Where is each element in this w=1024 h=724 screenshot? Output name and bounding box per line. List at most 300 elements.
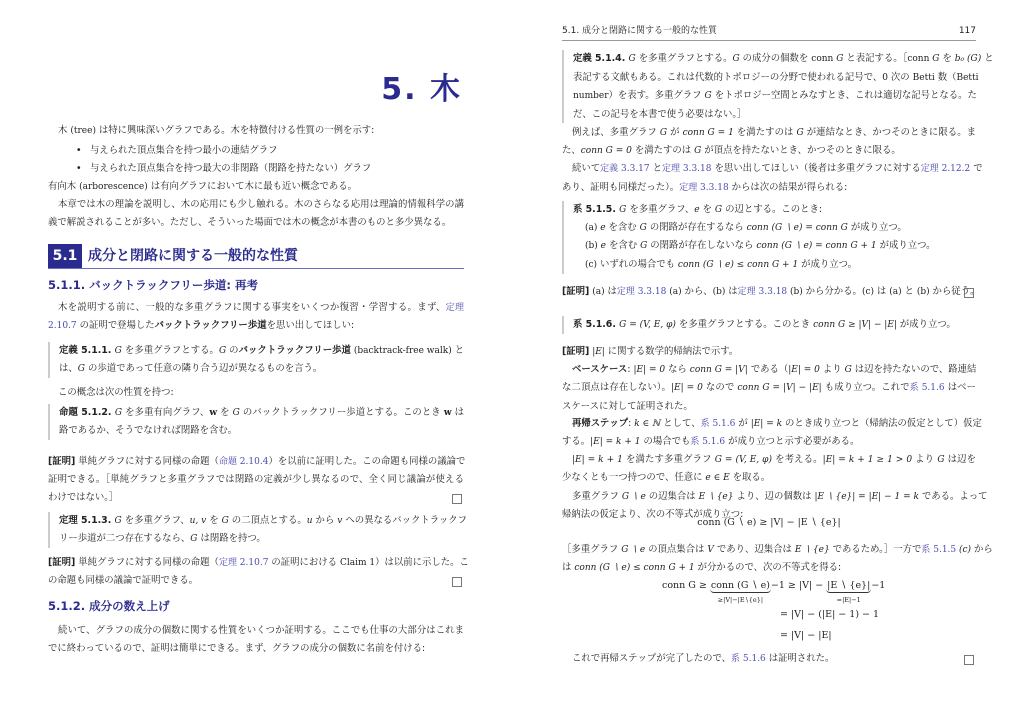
math: G xyxy=(114,516,122,526)
page-number: 117 xyxy=(958,26,976,36)
math: V xyxy=(707,545,714,555)
text-run: の証明で登場した xyxy=(76,320,155,332)
section-number: 5.1 xyxy=(48,244,82,268)
text-line xyxy=(59,530,464,548)
math: G xyxy=(714,205,723,215)
math: G xyxy=(694,146,702,157)
math: G xyxy=(844,365,852,376)
text-line xyxy=(573,201,976,219)
text-run: を多重グラフとする。 xyxy=(121,345,219,356)
text-line xyxy=(562,361,976,379)
text-line xyxy=(562,433,976,451)
math: conn G = 1 xyxy=(682,128,734,138)
text-run: であるため。］一方で xyxy=(829,544,922,555)
cross-reference-link[interactable]: 定理 3.3.18 xyxy=(737,287,788,297)
math: G xyxy=(659,128,668,138)
text-run: を思い出してほしい（後者は多重グラフに対する xyxy=(711,163,921,175)
text-run: number xyxy=(573,91,609,101)
math: b₀ (G) xyxy=(954,54,982,64)
text-run: 数（ xyxy=(934,71,957,83)
text-run: から従う。 xyxy=(932,286,980,297)
subsection-heading: 5.1.1. バックトラックフリー歩道: 再考 xyxy=(48,278,259,292)
math: G = (V, E, φ) xyxy=(619,320,676,330)
text-run: と xyxy=(649,163,662,175)
subsection-heading: 5.1.2. 成分の数え上げ xyxy=(48,599,170,613)
math: G ∖ e xyxy=(621,491,646,502)
math: G xyxy=(639,223,647,234)
math: |E ∖ {e}| = |E| − 1 = k xyxy=(814,491,919,502)
text-run: の歩道であって任意の隣り合う辺が異なるものを言う。 xyxy=(84,363,323,375)
text-line xyxy=(562,142,976,160)
math: G xyxy=(114,408,123,418)
text-run: は証明された。 xyxy=(765,653,835,664)
math: w xyxy=(443,408,452,418)
math: conn (G ∖ e) = conn G + 1 xyxy=(756,241,877,252)
text-run: は辺を xyxy=(944,454,977,466)
bullet-text: 与えられた頂点集合を持つ最小の連結グラフ xyxy=(90,145,278,156)
math: E ∖ {e} xyxy=(794,545,830,555)
math: w xyxy=(209,408,218,418)
text-line xyxy=(585,237,976,255)
text-run: が分かるので、次の不等式を得る: xyxy=(694,562,842,574)
section-heading xyxy=(48,244,464,269)
text-run: わけではない。］ xyxy=(48,492,119,504)
math: G xyxy=(221,516,229,526)
text-run: より xyxy=(819,364,845,376)
chapter-intro-paragraphs xyxy=(48,178,464,233)
inequality-chain xyxy=(662,580,886,604)
paragraph xyxy=(48,384,464,402)
underbrace-term xyxy=(710,580,771,604)
text-line xyxy=(48,299,464,317)
math: G xyxy=(937,455,945,466)
text-line xyxy=(573,106,976,124)
text-run: である。よって xyxy=(918,490,988,502)
text-run: (a) xyxy=(589,287,608,297)
text-run: を満たす多重グラフ xyxy=(622,454,715,466)
cross-reference-link[interactable]: 2.10.7 xyxy=(48,321,77,332)
text-run: だ、この記号を本書で使う必要はない。］ xyxy=(573,108,747,120)
text-run: の閉路が存在しないなら xyxy=(647,240,757,252)
text-run: を含む xyxy=(605,240,641,252)
underbrace-label: =|E|−1 xyxy=(836,596,861,604)
text-run: の辺集合は xyxy=(645,490,699,502)
right-page xyxy=(562,0,994,724)
math: conn G = 0 xyxy=(580,146,632,157)
text-line xyxy=(48,471,464,489)
text-run: を xyxy=(217,407,233,418)
math: u, v xyxy=(189,516,207,526)
text-run: 単純グラフに対する同様の命題（ xyxy=(75,557,219,568)
text-run: は xyxy=(451,407,464,418)
text-run: (b) xyxy=(585,241,601,252)
text-run: の場合でも xyxy=(640,436,691,448)
text-run: : xyxy=(628,417,635,429)
math: conn (G ∖ e) ≤ conn G + 1 xyxy=(574,563,695,574)
text-run: が xyxy=(735,417,751,429)
paragraph xyxy=(562,541,993,577)
text-run: の成分の個数を xyxy=(739,53,812,64)
definition-box xyxy=(562,50,994,123)
math: |E| = 0 xyxy=(670,383,703,394)
cross-reference-link[interactable]: 系 5.1.6 xyxy=(909,383,945,394)
text-run: 次の xyxy=(887,71,913,83)
text-line xyxy=(48,122,464,140)
qed-box-icon xyxy=(452,494,462,504)
text-run: [証明] xyxy=(562,286,590,297)
text-run: として、 xyxy=(660,417,701,429)
text-line xyxy=(562,650,976,668)
text-line xyxy=(573,87,976,106)
text-run: を xyxy=(206,515,222,526)
text-run: を含む xyxy=(605,222,640,234)
text-run: を考える。 xyxy=(771,454,823,466)
math: conn (G ∖ e) ≤ conn G + 1 xyxy=(677,259,799,270)
text-run: のバックトラックフリー歩道とする。このとき xyxy=(239,407,444,418)
text-run: である（ xyxy=(747,364,789,376)
bullet-text: 与えられた頂点集合を持つ最大の非閉路（閉路を持たない）グラフ xyxy=(90,163,372,174)
math: conn G = |V| − |E| xyxy=(737,383,822,394)
text-line xyxy=(562,343,976,361)
text-run: 定理 5.1.3. xyxy=(59,515,115,526)
text-line xyxy=(562,283,980,301)
definition-box xyxy=(48,342,464,378)
text-run: conn xyxy=(811,54,837,64)
math: G ∖ e xyxy=(621,545,646,555)
text-line xyxy=(562,179,976,197)
text-run: この概念は次の性質を持つ: xyxy=(58,387,174,398)
text-line xyxy=(562,124,976,142)
text-run: 路であるか、そうでなければ閉路を含む。 xyxy=(59,425,238,437)
text-run: いずれの場合でも xyxy=(599,258,678,270)
text-run: を多重有向グラフ、 xyxy=(122,407,210,418)
text-run: が成り立つ。 xyxy=(847,222,907,234)
text-run: (tree) xyxy=(70,126,96,136)
text-run: を xyxy=(939,53,955,64)
text-line xyxy=(562,469,976,487)
math: conn G = |V| xyxy=(689,365,748,376)
cross-reference-link[interactable]: 系 5.1.6 xyxy=(690,437,726,448)
text-run: を満たすのは xyxy=(631,145,695,157)
text-run: の二頂点とする。 xyxy=(228,515,307,526)
math: v xyxy=(337,516,343,526)
text-line xyxy=(562,488,988,506)
text-line xyxy=(562,559,976,577)
text-run: をトポロジー空間とみなすとき、これは適切な記号となる。た xyxy=(711,90,977,101)
cross-reference-link[interactable]: 定理 xyxy=(445,303,464,313)
text-run: なので xyxy=(702,382,738,394)
text-run: の証明における xyxy=(268,557,341,568)
text-run: を思い出してほしい: xyxy=(266,320,355,332)
text-line xyxy=(59,342,464,360)
qed-box-icon xyxy=(964,288,974,298)
text-run: 木 xyxy=(58,125,71,136)
text-run: (b) xyxy=(916,287,933,297)
text-run: なら xyxy=(665,364,690,376)
text-run: (arborescence) xyxy=(79,182,148,192)
math: G xyxy=(836,54,844,64)
math: G xyxy=(232,408,240,418)
text-line xyxy=(573,69,979,88)
text-run: Betti xyxy=(956,72,979,83)
cross-reference-link[interactable]: 定理 3.3.18 xyxy=(662,164,712,175)
math: e xyxy=(600,223,606,234)
underbrace-term xyxy=(826,580,871,604)
cross-reference-link[interactable]: 命題 2.10.4 xyxy=(218,457,269,467)
cross-reference-link[interactable]: 系 5.1.5 xyxy=(921,545,957,555)
proof xyxy=(562,283,980,301)
math: G xyxy=(640,241,648,252)
text-line xyxy=(48,178,464,196)
text-run: (a) xyxy=(585,223,601,234)
text-run: が成り立つ。 xyxy=(798,258,858,270)
text-line xyxy=(48,214,464,232)
cross-reference-link[interactable]: 系 5.1.6 xyxy=(731,654,766,664)
math: |E| = 0 xyxy=(633,365,666,376)
text-run: を多重グラフ、 xyxy=(121,515,190,526)
corollary-box xyxy=(562,201,976,274)
text-run: が成り立つと示す必要がある。 xyxy=(725,436,860,448)
text-run: スケースに対して証明された。 xyxy=(562,400,693,412)
proof xyxy=(48,453,464,508)
text-run: を多重グラフとする。このとき xyxy=(675,319,814,330)
text-run: 系 5.1.5. xyxy=(573,204,620,215)
text-run: 定義 5.1.4. xyxy=(573,53,629,64)
math: |E| = 0 xyxy=(788,365,820,376)
text-line xyxy=(59,512,468,530)
text-line xyxy=(562,379,976,397)
text-run: が成り立つ。 xyxy=(896,319,956,330)
text-line xyxy=(48,622,464,640)
text-run: を取る。 xyxy=(729,472,771,484)
math: conn (G ∖ e) = conn G xyxy=(746,223,848,234)
text-run: で xyxy=(970,163,983,175)
bullet-item xyxy=(76,160,371,178)
bullet-icon: • xyxy=(76,145,82,156)
cross-reference-link[interactable]: 系 5.1.6 xyxy=(700,418,736,429)
text-run: は、 xyxy=(59,363,78,375)
text-run: は有向グラフにおいて木に最も近い概念である。 xyxy=(147,181,357,192)
text-run: 定義 5.1.1. xyxy=(59,345,115,356)
math: G xyxy=(77,364,85,375)
theorem-box xyxy=(48,512,468,548)
eq-lhs: conn G ≥ xyxy=(662,580,710,591)
math: |E| = k xyxy=(750,418,783,429)
text-run: [証明] xyxy=(48,456,76,467)
text-run: と xyxy=(454,345,464,356)
paragraph xyxy=(562,124,983,197)
proof xyxy=(48,554,469,590)
text-run: からは次の結果が得られる: xyxy=(728,181,848,193)
underbrace-label: ≥|V|−|E∖{e}| xyxy=(717,596,764,604)
text-run: 木を説明する前に、一般的な多重グラフに関する事実をいくつか復習・学習する。まず、 xyxy=(58,302,446,313)
text-run: と表記する。［ xyxy=(843,53,908,64)
paragraph xyxy=(48,622,464,658)
bullet-icon: • xyxy=(76,163,82,174)
text-run: 義で解説されることが多い。ただし、そういった場面では木の概念が本書のものと多少異なる。 xyxy=(48,217,452,229)
text-run: を xyxy=(699,204,715,215)
math: |E| = k + 1 ≥ 1 > 0 xyxy=(822,455,913,466)
text-run: ベースケース xyxy=(572,364,628,376)
text-run: は辺を持たないので、路連結 xyxy=(851,364,977,376)
math: e xyxy=(694,205,700,215)
text-line xyxy=(48,572,464,590)
math: G xyxy=(218,346,227,356)
math: e xyxy=(600,241,606,252)
text-run: [証明] xyxy=(562,346,590,357)
math: G xyxy=(628,54,636,64)
text-run: バックトラックフリー歩道 xyxy=(154,320,267,332)
math: G xyxy=(704,91,712,101)
text-run: ）を以前に証明した。この命題も同様の議論で xyxy=(268,456,466,467)
text-run: Betti xyxy=(912,72,935,83)
text-run: に関する数学的帰納法で示す。 xyxy=(604,346,739,357)
text-line xyxy=(48,384,464,402)
math: G xyxy=(114,346,122,356)
text-run: が頂点を持たないとき、かつそのときに限る。 xyxy=(701,145,901,157)
text-run: 表記する文献もある。これは代数的トポロジーの分野で使われる記号で、 xyxy=(573,71,883,83)
text-run: から、 xyxy=(684,286,713,297)
text-run: も成り立つ。これで xyxy=(821,382,910,394)
text-run: 多重グラフ xyxy=(572,490,622,502)
text-run: 単純グラフに対する同様の命題（ xyxy=(75,456,219,467)
text-run: のとき成り立つと（帰納法の仮定として）仮定 xyxy=(782,417,982,429)
paragraph xyxy=(48,299,464,335)
proof xyxy=(562,343,988,523)
text-run: でに終わっているので、証明は簡単にできる。まず、グラフの成分の個数に名前を付ける: xyxy=(48,643,426,655)
text-line xyxy=(48,640,464,658)
math: E ∖ {e} xyxy=(698,491,734,502)
text-run: ）は以前に示した。こ xyxy=(375,557,469,568)
math: conn G ≥ |V| − |E| xyxy=(813,320,897,330)
math: (c) xyxy=(956,545,972,555)
math: G xyxy=(190,534,198,545)
text-run: ）を表す。多重グラフ xyxy=(608,90,705,101)
text-line xyxy=(562,541,993,559)
qed-box-icon xyxy=(964,655,974,665)
text-run: 続いて xyxy=(572,163,601,175)
text-run: の頂点集合は xyxy=(645,544,708,555)
eq-tail: −1 xyxy=(871,580,886,591)
text-run: はベー xyxy=(944,382,977,394)
text-run: 例えば、多重グラフ xyxy=(572,127,660,138)
text-run: と xyxy=(981,53,994,64)
corollary-box xyxy=(562,316,976,334)
text-run: が成り立つ。 xyxy=(876,240,936,252)
text-line xyxy=(585,219,976,237)
text-run: より xyxy=(912,454,938,466)
text-run: 系 5.1.6. xyxy=(573,319,620,330)
cross-reference-link[interactable]: 定理 3.3.18 xyxy=(616,287,667,297)
paragraph xyxy=(562,650,976,668)
cross-reference-link[interactable]: 定理 2.12.2 xyxy=(920,164,971,175)
cross-reference-link[interactable]: 定義 3.3.17 xyxy=(600,164,650,175)
text-line xyxy=(573,50,994,69)
text-run: 本章では木の理論を説明し、木の応用にも少し触れる。木のさらなる応用は理論的情報科学の講 xyxy=(58,199,464,211)
text-line xyxy=(59,404,464,422)
text-line xyxy=(585,256,976,274)
eq-row: = |V| − |E| xyxy=(780,630,832,641)
text-run: を満たすのは xyxy=(733,127,797,138)
intro-paragraph xyxy=(48,122,464,140)
text-run: より、辺の個数は xyxy=(733,490,815,502)
text-run: から xyxy=(312,515,338,526)
math: G xyxy=(796,128,804,138)
text-run: (c) xyxy=(585,259,600,270)
text-run: は閉路を持つ。 xyxy=(197,533,266,545)
eq-term: |E ∖ {e}| xyxy=(827,580,871,591)
corollary-items xyxy=(573,219,976,274)
cross-reference-link[interactable]: 定理 2.10.7 xyxy=(218,558,269,568)
section-title: 成分と閉路に関する一般的な性質 xyxy=(88,248,298,264)
qed-box-icon xyxy=(452,577,462,587)
text-run: は xyxy=(728,286,738,297)
math: |E| xyxy=(589,347,605,357)
text-run: (a) xyxy=(889,287,905,297)
text-line xyxy=(59,422,464,440)
left-page xyxy=(48,0,469,724)
text-run: であり、辺集合は xyxy=(713,544,795,555)
text-run: と xyxy=(904,286,917,297)
text-run: から分かる。 xyxy=(805,286,862,297)
text-run: は特に興味深いグラフである。木を特徴付ける性質の一例を示す: xyxy=(95,125,375,136)
math: e ∈ E xyxy=(705,473,730,484)
math: G xyxy=(932,54,940,64)
text-run: な二頂点は存在しない）。 xyxy=(562,382,671,394)
text-run: は xyxy=(876,286,890,297)
cross-reference-link[interactable]: 定理 3.3.18 xyxy=(679,182,729,193)
text-run: は xyxy=(562,562,575,574)
text-run: (b) xyxy=(712,287,729,297)
text-run: 有向木 xyxy=(48,181,80,192)
text-run: (b) xyxy=(787,287,806,297)
text-run: conn xyxy=(907,54,933,64)
text-run: 命題 5.1.2. xyxy=(59,407,115,418)
eq-term: conn (G ∖ e) xyxy=(710,580,770,591)
text-line xyxy=(562,160,983,178)
eq-mid: −1 ≥ |V| − xyxy=(770,580,827,591)
text-run: (a) xyxy=(666,287,685,297)
text-run: (c) xyxy=(861,287,877,297)
math: u xyxy=(306,516,313,526)
text-run: バックトラックフリー歩道 xyxy=(238,345,351,356)
text-run: 帰納法の仮定より、次の不等式が成り立つ: xyxy=(562,508,744,520)
math: G xyxy=(732,54,740,64)
corollary-statement xyxy=(573,201,976,219)
text-line xyxy=(59,360,464,378)
text-run: : xyxy=(627,364,634,376)
math: k ∈ ℕ xyxy=(634,418,661,429)
math: |E| = k + 1 xyxy=(590,437,641,448)
math: |E| = k + 1 xyxy=(572,455,623,466)
text-run: (backtrack-free walk) xyxy=(350,346,455,356)
math: G = (V, E, φ) xyxy=(714,455,772,466)
math: G xyxy=(619,205,627,215)
display-equation: conn (G ∖ e) ≥ |V| − |E ∖ {e}| xyxy=(697,517,841,528)
chapter-title: 5. 木 xyxy=(381,72,462,107)
running-header xyxy=(562,22,976,41)
bullet-item xyxy=(76,142,278,160)
text-run: の閉路が存在するなら xyxy=(646,222,747,234)
text-line xyxy=(562,451,976,469)
text-run: の命題も同様の議論で証明できる。 xyxy=(48,575,199,587)
text-run: リー歩道が二つ存在するなら、 xyxy=(59,533,191,545)
text-line xyxy=(562,415,982,433)
text-run: への異なるバックトラックフ xyxy=(342,515,468,526)
text-line xyxy=(48,196,464,214)
text-run: から xyxy=(971,544,993,555)
text-run: あり、証明も同様だった）。 xyxy=(562,181,680,193)
